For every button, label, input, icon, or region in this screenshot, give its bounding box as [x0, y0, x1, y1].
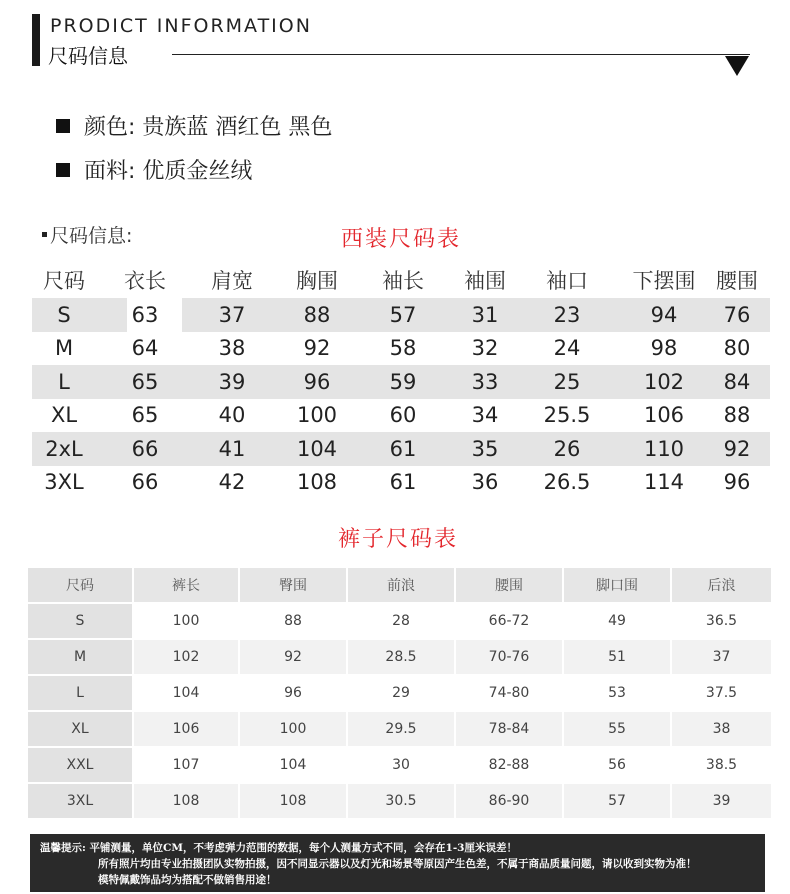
- suit-cell: 94: [650, 302, 678, 327]
- suit-cell: 61: [389, 436, 417, 461]
- suit-row: [32, 432, 770, 466]
- suit-cell: 76: [723, 302, 751, 327]
- notice-line-3: 模特佩戴饰品均为搭配不做销售用途！: [98, 874, 277, 886]
- suit-cell: 61: [389, 470, 417, 495]
- suit-cell: 23: [553, 302, 581, 327]
- suit-cell: 63: [131, 302, 159, 327]
- suit-cell: 102: [643, 369, 685, 394]
- suit-cell: 33: [471, 369, 499, 394]
- pants-row: [28, 712, 773, 748]
- suit-row: [32, 466, 770, 500]
- pants-cell: 30.5: [348, 784, 456, 820]
- pants-header-cell: 尺码: [28, 568, 134, 604]
- suit-cell: 34: [471, 403, 499, 428]
- suit-cell: 106: [643, 403, 685, 428]
- pants-cell: 86-90: [456, 784, 564, 820]
- suit-cell: L: [58, 369, 70, 394]
- pants-cell: 29.5: [348, 712, 456, 748]
- suit-cell: S: [57, 302, 71, 327]
- suit-header-cell: 肩宽: [211, 269, 253, 293]
- suit-cell: 39: [218, 369, 246, 394]
- pants-cell: 108: [134, 784, 240, 820]
- suit-cell: 38: [218, 336, 246, 361]
- pants-cell: 37: [672, 640, 773, 676]
- pants-cell: 37.5: [672, 676, 773, 712]
- pants-cell: 56: [564, 748, 672, 784]
- fabric-line: 面料: 优质金丝绒: [84, 159, 253, 184]
- suit-cell: 25.5: [543, 403, 591, 428]
- pants-cell: 36.5: [672, 604, 773, 640]
- suit-cell: 96: [723, 470, 751, 495]
- pants-cell: 104: [240, 748, 348, 784]
- pants-cell: 107: [134, 748, 240, 784]
- pants-header-cell: 前浪: [348, 568, 456, 604]
- suit-cell: 36: [471, 470, 499, 495]
- pants-cell: 38: [672, 712, 773, 748]
- pants-row: [28, 784, 773, 820]
- notice-box: [30, 834, 765, 892]
- pants-cell: M: [28, 640, 134, 676]
- suit-cell: 92: [723, 436, 751, 461]
- suit-cell: 64: [131, 336, 159, 361]
- pants-cell: 102: [134, 640, 240, 676]
- suit-cell: 40: [218, 403, 246, 428]
- pants-cell: 53: [564, 676, 672, 712]
- suit-cell: 98: [650, 336, 678, 361]
- suit-cell: 100: [296, 403, 338, 428]
- pants-cell: 78-84: [456, 712, 564, 748]
- suit-cell: 108: [296, 470, 338, 495]
- pants-cell: 28: [348, 604, 456, 640]
- pants-cell: 96: [240, 676, 348, 712]
- suit-cell: 88: [723, 403, 751, 428]
- pants-cell: 92: [240, 640, 348, 676]
- suit-size-table: [32, 262, 770, 499]
- pants-cell: 70-76: [456, 640, 564, 676]
- triangle-down-icon: [725, 56, 749, 76]
- suit-header-cell: 下摆围: [632, 269, 696, 293]
- suit-cell: 26.5: [543, 470, 591, 495]
- pants-cell: 55: [564, 712, 672, 748]
- pants-cell: 100: [240, 712, 348, 748]
- fabric-info: [56, 154, 252, 185]
- pants-header-row: [28, 568, 773, 604]
- pants-cell: 38.5: [672, 748, 773, 784]
- pants-cell: 3XL: [28, 784, 134, 820]
- suit-cell: 66: [131, 470, 159, 495]
- pants-cell: 82-88: [456, 748, 564, 784]
- pants-cell: 106: [134, 712, 240, 748]
- suit-cell: M: [54, 336, 74, 361]
- header-title-en: PRODICT INFORMATION: [50, 15, 312, 37]
- suit-cell: XL: [50, 403, 78, 428]
- suit-header-cell: 胸围: [296, 269, 338, 293]
- pants-cell: 57: [564, 784, 672, 820]
- dot-bullet-icon: [42, 232, 47, 237]
- suit-cell: 25: [553, 369, 581, 394]
- square-bullet-icon: [56, 119, 70, 133]
- pants-cell: 51: [564, 640, 672, 676]
- suit-header-cell: 袖长: [382, 269, 424, 293]
- suit-row: [32, 298, 770, 332]
- size-info-label: [42, 221, 132, 248]
- size-info-text: 尺码信息:: [50, 225, 133, 247]
- suit-header-cell: 尺码: [43, 269, 85, 293]
- suit-header-row: [32, 262, 770, 298]
- pants-cell: 100: [134, 604, 240, 640]
- pants-cell: 29: [348, 676, 456, 712]
- color-line: 颜色: 贵族蓝 酒红色 黑色: [84, 115, 333, 140]
- square-bullet-icon: [56, 163, 70, 177]
- suit-cell: 66: [131, 436, 159, 461]
- suit-cell: 88: [303, 302, 331, 327]
- pants-cell: 39: [672, 784, 773, 820]
- suit-cell: 59: [389, 369, 417, 394]
- pants-cell: 66-72: [456, 604, 564, 640]
- pants-size-table: [28, 568, 773, 820]
- suit-header-cell: 腰围: [716, 269, 758, 293]
- pants-header-cell: 臀围: [240, 568, 348, 604]
- pants-cell: 28.5: [348, 640, 456, 676]
- suit-header-cell: 袖围: [464, 269, 506, 293]
- suit-row: [32, 332, 770, 366]
- pants-row: [28, 640, 773, 676]
- suit-cell: 65: [131, 369, 159, 394]
- pants-cell: S: [28, 604, 134, 640]
- pants-cell: 49: [564, 604, 672, 640]
- suit-cell: 3XL: [44, 470, 84, 495]
- suit-cell: 84: [723, 369, 751, 394]
- suit-cell: 41: [218, 436, 246, 461]
- pants-header-cell: 腰围: [456, 568, 564, 604]
- color-info: [56, 110, 332, 141]
- suit-cell: 58: [389, 336, 417, 361]
- suit-cell: 60: [389, 403, 417, 428]
- suit-cell: 57: [389, 302, 417, 327]
- pants-cell: XXL: [28, 748, 134, 784]
- suit-cell: 114: [643, 470, 685, 495]
- pants-cell: XL: [28, 712, 134, 748]
- pants-header-cell: 裤长: [134, 568, 240, 604]
- suit-cell: 104: [296, 436, 338, 461]
- suit-cell: 96: [303, 369, 331, 394]
- suit-cell: 26: [553, 436, 581, 461]
- suit-cell: 32: [471, 336, 499, 361]
- pants-cell: L: [28, 676, 134, 712]
- pants-cell: 104: [134, 676, 240, 712]
- pants-cell: 108: [240, 784, 348, 820]
- pants-row: [28, 748, 773, 784]
- notice-line-1: 温馨提示: 平铺测量，单位CM，不考虑弹力范围的数据，每个人测量方式不同，会存在1-3厘米误差！: [40, 842, 517, 854]
- pants-cell: 88: [240, 604, 348, 640]
- suit-cell: 110: [643, 436, 685, 461]
- suit-cell: 92: [303, 336, 331, 361]
- pants-row: [28, 676, 773, 712]
- notice-line-2: 所有照片均由专业拍摄团队实物拍摄，因不同显示器以及灯光和场景等原因产生色差，不属于商品质量问题，请以收到实物为准！: [98, 858, 697, 870]
- pants-header-cell: 脚口围: [564, 568, 672, 604]
- suit-cell: 42: [218, 470, 246, 495]
- suit-row: [32, 365, 770, 399]
- suit-header-cell: 衣长: [124, 269, 166, 293]
- suit-cell: 31: [471, 302, 499, 327]
- suit-table-title: 西装尺码表: [341, 227, 462, 252]
- suit-cell: 24: [553, 336, 581, 361]
- header-accent-bar: [32, 14, 40, 66]
- pants-header-cell: 后浪: [672, 568, 773, 604]
- suit-cell: 2xL: [45, 436, 83, 461]
- pants-cell: 74-80: [456, 676, 564, 712]
- pants-table-title: 裤子尺码表: [338, 527, 459, 552]
- header-divider: [172, 54, 750, 55]
- suit-cell: 65: [131, 403, 159, 428]
- suit-cell: 80: [723, 336, 751, 361]
- pants-row: [28, 604, 773, 640]
- suit-row: [32, 399, 770, 433]
- header-title-cn: 尺码信息: [48, 44, 128, 68]
- suit-cell: 37: [218, 302, 246, 327]
- pants-cell: 30: [348, 748, 456, 784]
- suit-cell: 35: [471, 436, 499, 461]
- suit-header-cell: 袖口: [546, 269, 588, 293]
